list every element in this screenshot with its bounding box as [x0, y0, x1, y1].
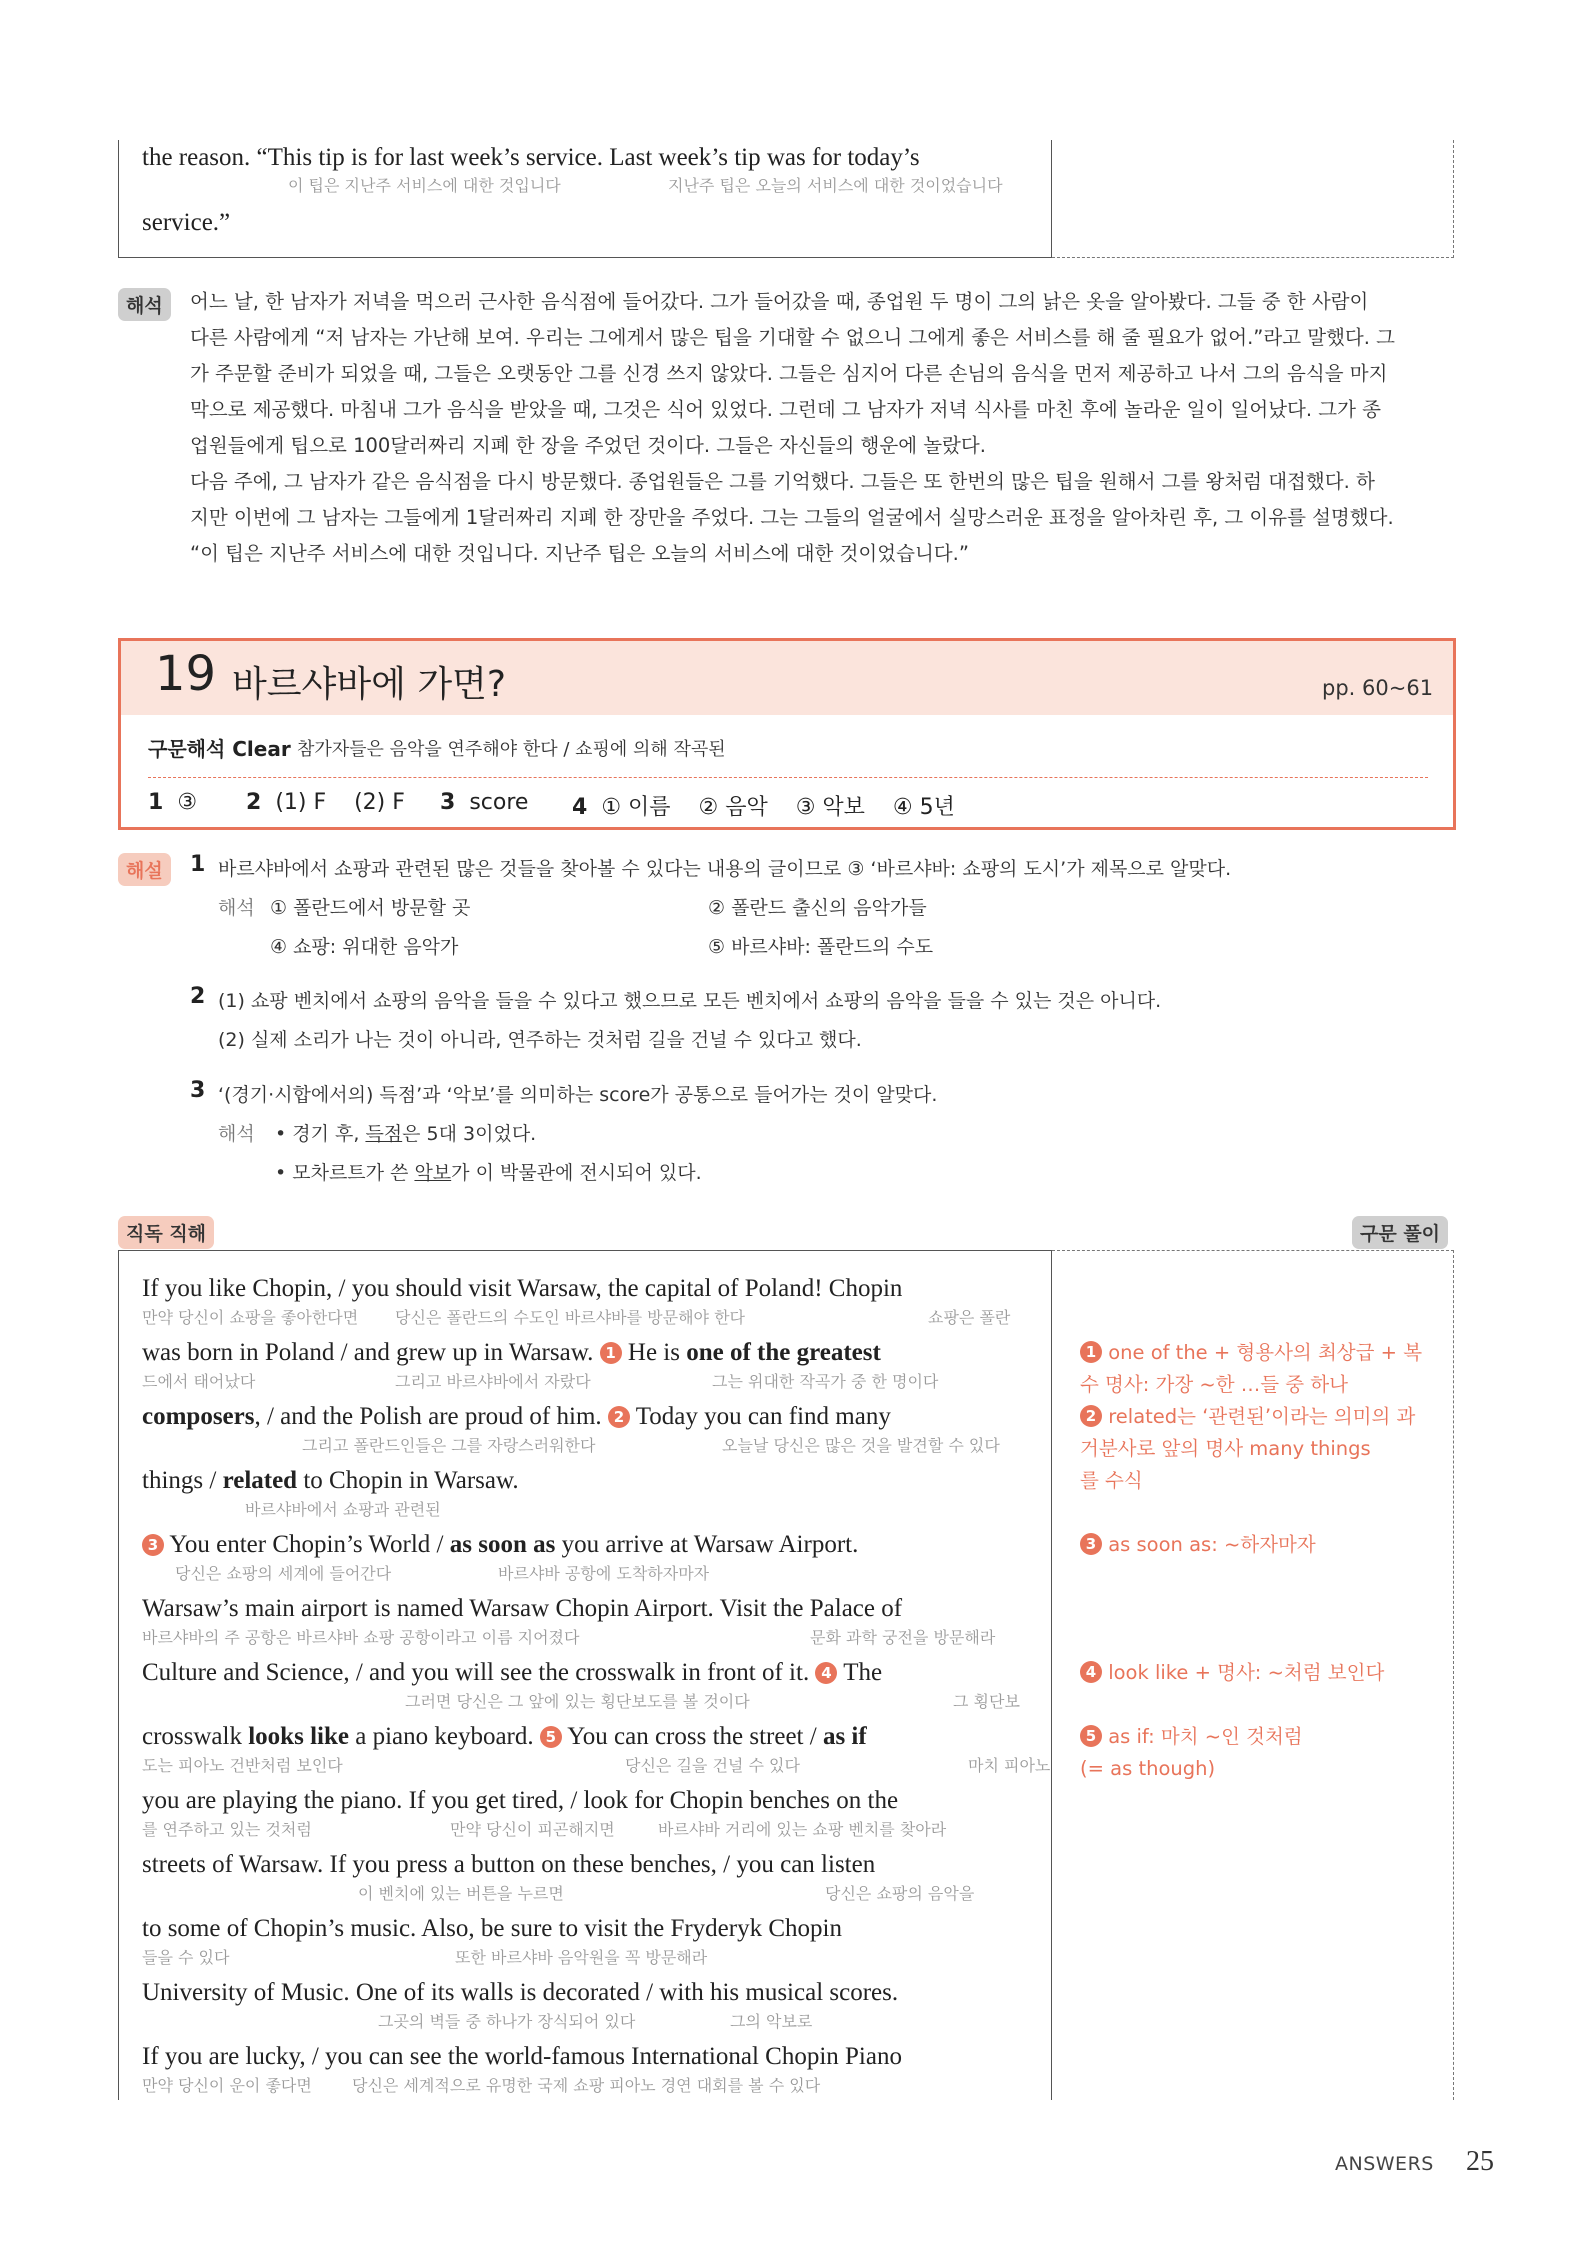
notes-column	[1052, 140, 1454, 258]
clear-text: 참가자들은 음악을 연주해야 한다 / 쇼핑에 의해 작곡된	[297, 739, 726, 760]
translation-line: 어느 날, 한 남자가 저녁을 먹으러 근사한 음식점에 들어갔다. 그가 들어갔을 때, 종업원 두 명이 그의 낡은 옷을 알아봤다. 그들 중 한 사람이	[190, 290, 1369, 313]
gloss: 당신은 폴란드의 수도인 바르샤바를 방문해야 한다	[395, 1308, 746, 1327]
q3-text: ‘(경기·시합에서의) 득점’과 ‘악보’를 의미하는 score가 공통으로 들어가는 것이 알맞다.	[218, 1084, 938, 1106]
section-title: 바르샤바에 가면?	[232, 664, 506, 705]
gloss: 그리고 폴란드인들은 그를 자랑스러워한다	[302, 1436, 596, 1455]
gloss: 만약 당신이 쇼팡을 좋아한다면	[142, 1308, 359, 1327]
gloss: 바르샤바 공항에 도착하자마자	[498, 1564, 710, 1583]
note-1: 1 one of the + 형용사의 최상급 + 복 수 명사: 가장 ~한 …들 중 하나	[1080, 1341, 1423, 1396]
reading-line: Culture and Science, / and you will see the crosswalk in front of it. 4 The	[142, 1659, 883, 1686]
q2-text: (1) 쇼팡 벤치에서 쇼팡의 음악을 들을 수 있다고 했으므로 모든 벤치에서 쇼팡의 음악을 들을 수 있는 것은 아니다.	[218, 990, 1162, 1012]
answer-row: 2 (1) F (2) F	[246, 790, 405, 815]
answer-row: 3 score	[440, 790, 529, 815]
gloss: 도는 피아노 건반처럼 보인다	[142, 1756, 343, 1775]
option: ② 폴란드 출신의 음악가들	[708, 897, 927, 919]
reading-line: things / related to Chopin in Warsaw.	[142, 1467, 519, 1494]
example: • 경기 후, 득점은 5대 3이었다.	[275, 1123, 537, 1145]
notes-label: 구문 풀이	[1352, 1216, 1448, 1249]
reading-line: composers, / and the Polish are proud of him. 2 Today you can find many	[142, 1403, 891, 1430]
translation-line: 지만 이번에 그 남자는 그들에게 1달러짜리 지폐 한 장만을 주었다. 그는 그들의 얼굴에서 실망스러운 표정을 알아차린 후, 그 이유를 설명했다.	[190, 506, 1394, 529]
translation-text	[190, 284, 1460, 572]
gloss: 당신은 쇼팡의 세계에 들어간다	[175, 1564, 392, 1583]
translation-line: 업원들에게 팁으로 100달러짜리 지폐 한 장을 주었던 것이다. 그들은 자신들의 행운에 놀랐다.	[190, 434, 986, 457]
explanation-label: 해설	[118, 853, 171, 886]
translation-line: 가 주문할 준비가 되었을 때, 그들은 오랫동안 그를 신경 쓰지 않았다. 그들은 심지어 다른 손님의 음식을 먼저 제공하고 나서 그의 음식을 마지	[190, 362, 1388, 385]
gloss: 당신은 쇼팡의 음악을	[825, 1884, 975, 1903]
translation-label: 해석	[118, 288, 171, 321]
gloss: 그곳의 벽들 중 하나가 장식되어 있다	[378, 2012, 636, 2031]
sub-label: 해석	[218, 897, 255, 919]
note-2: 2 related는 ‘관련된’이라는 의미의 과 거분사로 앞의 명사 many things 를 수식	[1080, 1405, 1416, 1492]
reading-line: to some of Chopin’s music. Also, be sure to visit the Fryderyk Chopin	[142, 1915, 842, 1942]
reading-line: University of Music. One of its walls is decorated / with his musical scores.	[142, 1979, 899, 2006]
q1-text: 바르샤바에서 쇼팡과 관련된 많은 것들을 찾아볼 수 있다는 내용의 글이므로 ③ ‘바르샤바: 쇼팡의 도시’가 제목으로 알맞다.	[218, 858, 1232, 880]
gloss: 바르샤바 거리에 있는 쇼팡 벤치를 찾아라	[658, 1820, 947, 1839]
sub-label: 해석	[218, 1123, 255, 1145]
reading-label: 직독 직해	[118, 1216, 214, 1249]
gloss: 그의 악보로	[730, 2012, 813, 2031]
passage-line: service.”	[142, 209, 231, 236]
gloss: 그러면 당신은 그 앞에 있는 횡단보도를 볼 것이다	[405, 1692, 750, 1711]
q2-text: (2) 실제 소리가 나는 것이 아니라, 연주하는 것처럼 길을 건널 수 있다고 했다.	[218, 1029, 862, 1051]
reading-line: was born in Poland / and grew up in Warsaw. 1 He is one of the greatest	[142, 1339, 881, 1366]
q-num: 3	[190, 1078, 206, 1103]
option: ⑤ 바르샤바: 폴란드의 수도	[708, 936, 934, 958]
gloss: 당신은 길을 건널 수 있다	[625, 1756, 800, 1775]
note-5: 5 as if: 마치 ~인 것처럼 (= as though)	[1080, 1725, 1303, 1780]
gloss: 또한 바르샤바 음악원을 꼭 방문해라	[455, 1948, 708, 1967]
gloss: 만약 당신이 운이 좋다면	[142, 2076, 312, 2095]
divider	[148, 777, 1428, 778]
footer-label: ANSWERS	[1335, 2153, 1434, 2175]
reading-line: Warsaw’s main airport is named Warsaw Chopin Airport. Visit the Palace of	[142, 1595, 903, 1622]
gloss: 마치 피아노	[968, 1756, 1051, 1775]
gloss: 들을 수 있다	[142, 1948, 230, 1967]
section-number: 19	[155, 646, 217, 702]
gloss: 그는 위대한 작곡가 중 한 명이다	[712, 1372, 939, 1391]
translation-line: 막으로 제공했다. 마침내 그가 음식을 받았을 때, 그것은 식어 있었다. 그런데 그 남자가 저녁 식사를 마친 후에 놀라운 일이 일어났다. 그가 종	[190, 398, 1381, 421]
gloss: 쇼팡은 폴란	[928, 1308, 1011, 1327]
gloss: 드에서 태어났다	[142, 1372, 256, 1391]
reading-line: crosswalk looks like a piano keyboard. 5 You can cross the street / as if	[142, 1723, 867, 1750]
passage-line: the reason. “This tip is for last week’s service. Last week’s tip was for today’s	[142, 144, 920, 171]
q-num: 2	[190, 984, 206, 1009]
gloss: 를 연주하고 있는 것처럼	[142, 1820, 312, 1839]
page-number: 25	[1466, 2146, 1494, 2177]
gloss: 이 벤치에 있는 버튼을 누르면	[358, 1884, 564, 1903]
option: ④ 쇼팡: 위대한 음악가	[270, 936, 459, 958]
translation-line: “이 팁은 지난주 서비스에 대한 것입니다. 지난주 팁은 오늘의 서비스에 대한 것이었습니다.”	[190, 542, 969, 565]
gloss: 그 횡단보	[953, 1692, 1020, 1711]
reading-line: you are playing the piano. If you get tired, / look for Chopin benches on the	[142, 1787, 899, 1814]
option: ① 폴란드에서 방문할 곳	[270, 897, 471, 919]
translation-line: 다음 주에, 그 남자가 같은 음식점을 다시 방문했다. 종업원들은 그를 기억했다. 그들은 또 한번의 많은 팁을 원해서 그를 왕처럼 대접했다. 하	[190, 470, 1375, 493]
page-ref: pp. 60~61	[1322, 676, 1434, 700]
gloss: 바르샤바에서 쇼팡과 관련된	[245, 1500, 441, 1519]
reading-line: 3 You enter Chopin’s World / as soon as you arrive at Warsaw Airport.	[142, 1529, 858, 1561]
example: • 모차르트가 쓴 악보가 이 박물관에 전시되어 있다.	[275, 1162, 702, 1184]
gloss: 바르샤바의 주 공항은 바르샤바 쇼팡 공항이라고 이름 지어졌다	[142, 1628, 580, 1647]
translation-line: 다른 사람에게 “저 남자는 가난해 보여. 우리는 그에게서 많은 팁을 기대할 수 없으니 그에게 좋은 서비스를 해 줄 필요가 없어.”라고 말했다. 그	[190, 326, 1396, 349]
reading-line: If you are lucky, / you can see the world-famous International Chopin Piano	[142, 2043, 902, 2070]
note-3: 3 as soon as: ~하자마자	[1080, 1529, 1450, 1561]
answer-row: 1 ③	[148, 790, 198, 815]
note-4: 4 look like + 명사: ~처럼 보인다	[1080, 1657, 1450, 1689]
gloss: 그리고 바르샤바에서 자랐다	[395, 1372, 591, 1391]
answer-row: 4 ① 이름 ② 음악 ③ 악보 ④ 5년	[572, 795, 955, 820]
reading-line: If you like Chopin, / you should visit Warsaw, the capital of Poland! Chopin	[142, 1275, 903, 1302]
gloss: 지난주 팁은 오늘의 서비스에 대한 것이었습니다	[668, 176, 1003, 195]
gloss: 이 팁은 지난주 서비스에 대한 것입니다	[288, 176, 561, 195]
gloss: 만약 당신이 피곤해지면	[450, 1820, 615, 1839]
q-num: 1	[190, 852, 206, 877]
gloss: 당신은 세계적으로 유명한 국제 쇼팡 피아노 경연 대회를 볼 수 있다	[352, 2076, 821, 2095]
gloss: 문화 과학 궁전을 방문해라	[810, 1628, 996, 1647]
clear-label: 구문해석 Clear	[148, 737, 291, 761]
reading-line: streets of Warsaw. If you press a button on these benches, / you can listen	[142, 1851, 876, 1878]
gloss: 오늘날 당신은 많은 것을 발견할 수 있다	[722, 1436, 1000, 1455]
